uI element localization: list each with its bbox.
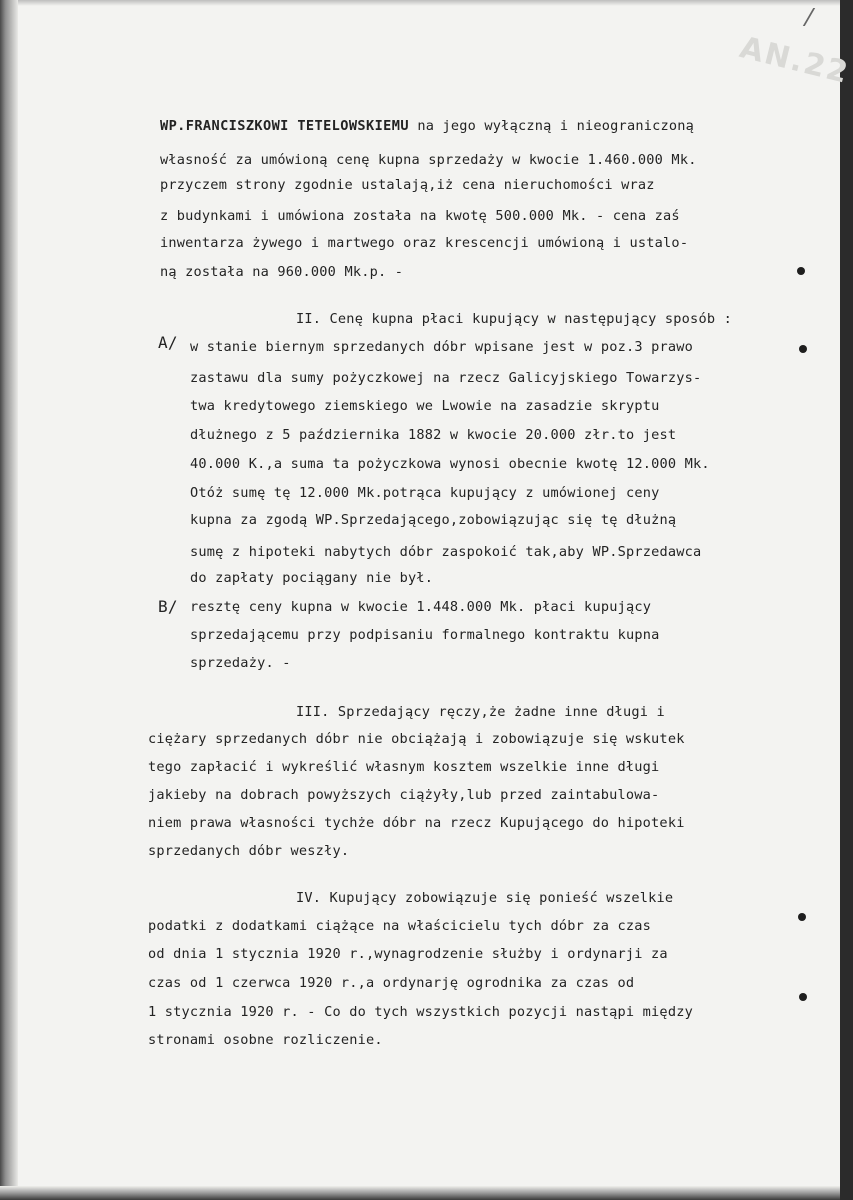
section-3-line: jakieby na dobrach powyższych ciążyły,lub przed zaintabulowa- [148, 787, 660, 803]
section-3-line: sprzedanych dóbr weszły. [148, 843, 350, 859]
section-4-line: czas od 1 czerwca 1920 r.,a ordynarję ogrodnika za czas od [148, 975, 635, 991]
section-3-line: tego zapłacić i wykreślić własnym kosztem wszelkie inne długi [148, 759, 660, 775]
point-b-line: sprzedaży. - [190, 655, 291, 671]
point-b-line: sprzedającemu przy podpisaniu formalnego kontraktu kupna [190, 627, 660, 643]
section-4-line: podatki z dodatkami ciążące na właścicielu tych dóbr za czas [148, 918, 652, 934]
point-a-line: w stanie biernym sprzedanych dóbr wpisane jest w poz.3 prawo [190, 339, 694, 355]
point-b-line: resztę ceny kupna w kwocie 1.448.000 Mk. płaci kupujący [190, 599, 652, 615]
point-a-line: dłużnego z 5 października 1882 w kwocie 20.000 złr.to jest [190, 427, 677, 443]
point-a-line: Otóż sumę tę 12.000 Mk.potrąca kupujący z umówionej ceny [190, 485, 660, 501]
point-b-label: B/ [158, 597, 178, 616]
point-a-label: A/ [158, 333, 178, 352]
section-4-line: 1 stycznia 1920 r. - Co do tych wszystkich pozycji nastąpi między [148, 1004, 693, 1020]
paragraph-1-line: własność za umówioną cenę kupna sprzedaży w kwocie 1.460.000 Mk. [160, 152, 697, 168]
point-a-line: 40.000 K.,a suma ta pożyczkowa wynosi obecnie kwotę 12.000 Mk. [190, 456, 710, 472]
point-a-line: sumę z hipoteki nabytych dóbr zaspokoić tak,aby WP.Sprzedawca [190, 544, 702, 560]
section-4-line: stronami osobne rozliczenie. [148, 1032, 383, 1048]
paragraph-1-line: przyczem strony zgodnie ustalają,iż cena nieruchomości wraz [160, 177, 655, 193]
section-3-line: III. Sprzedający ręczy,że żadne inne długi i [296, 704, 665, 720]
paragraph-1-line: z budynkami i umówiona została na kwotę 500.000 Mk. - cena zaś [160, 208, 680, 224]
section-3-line: niem prawa własności tychże dóbr na rzecz Kupującego do hipoteki [148, 815, 685, 831]
section-2-heading: II. Cenę kupna płaci kupujący w następujący sposób : [296, 311, 732, 327]
section-3-line: ciężary sprzedanych dóbr nie obciążają i zobowiązuje się wskutek [148, 731, 685, 747]
opening-line [160, 116, 694, 136]
opening-line-rest: na jego wyłączną i nieograniczoną [408, 118, 695, 134]
point-a-line: twa kredytowego ziemskiego we Lwowie na zasadzie skryptu [190, 398, 660, 414]
paragraph-1-line: inwentarza żywego i martwego oraz krescencji umówioną i ustalo- [160, 235, 689, 251]
buyer-name: WP.FRANCISZKOWI TETELOWSKIEMU [160, 118, 409, 134]
section-4-line: od dnia 1 stycznia 1920 r.,wynagrodzenie służby i ordynarji za [148, 946, 668, 962]
paragraph-1-line: ną została na 960.000 Mk.p. - [160, 264, 404, 280]
section-4-line: IV. Kupujący zobowiązuje się ponieść wszelkie [296, 890, 674, 906]
point-a-line: zastawu dla sumy pożyczkowej na rzecz Galicyjskiego Towarzys- [190, 370, 702, 386]
point-a-line: do zapłaty pociągany nie był. [190, 570, 434, 586]
faded-stamp: AN.22 [736, 30, 853, 92]
point-a-line: kupna za zgodą WP.Sprzedającego,zobowiązując się tę dłużną [190, 512, 677, 528]
